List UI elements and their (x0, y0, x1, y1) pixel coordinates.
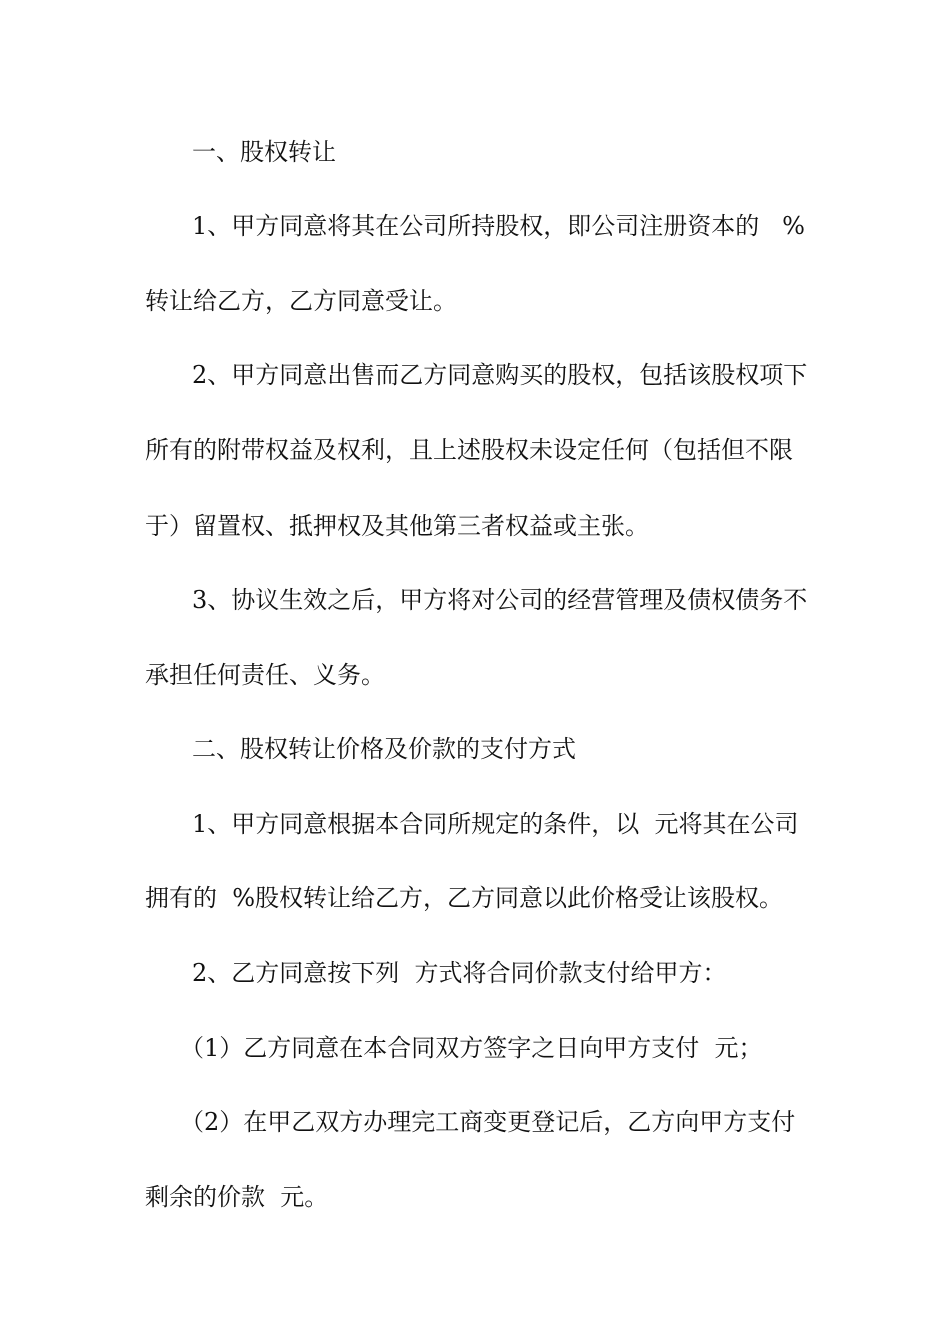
section-heading-equity-transfer: 一、股权转让 (192, 138, 336, 166)
paragraph-line: 2、乙方同意按下列 方式将合同价款支付给甲方： (192, 959, 727, 987)
paragraph-line: 拥有的 %股权转让给乙方，乙方同意以此价格受让该股权。 (145, 884, 784, 912)
paragraph-line: （1）乙方同意在本合同双方签字之日向甲方支付 元； (180, 1034, 763, 1062)
paragraph-line: 1、甲方同意根据本合同所规定的条件，以 元将其在公司 (192, 810, 799, 838)
paragraph-line: 3、协议生效之后，甲方将对公司的经营管理及债权债务不 (192, 586, 808, 614)
paragraph-line: 承担任何责任、义务。 (145, 661, 385, 689)
paragraph-line: （2）在甲乙双方办理完工商变更登记后，乙方向甲方支付 (180, 1108, 796, 1136)
paragraph-line: 剩余的价款 元。 (145, 1183, 329, 1211)
paragraph-line: 所有的附带权益及权利，且上述股权未设定任何（包括但不限 (145, 436, 793, 464)
paragraph-line: 2、甲方同意出售而乙方同意购买的股权，包括该股权项下 (192, 361, 808, 389)
paragraph-line: 转让给乙方，乙方同意受让。 (145, 287, 457, 315)
section-heading-price-and-payment: 二、股权转让价格及价款的支付方式 (192, 735, 576, 763)
paragraph-line: 1、甲方同意将其在公司所持股权，即公司注册资本的 % (192, 212, 805, 240)
paragraph-line: 于）留置权、抵押权及其他第三者权益或主张。 (145, 512, 649, 540)
